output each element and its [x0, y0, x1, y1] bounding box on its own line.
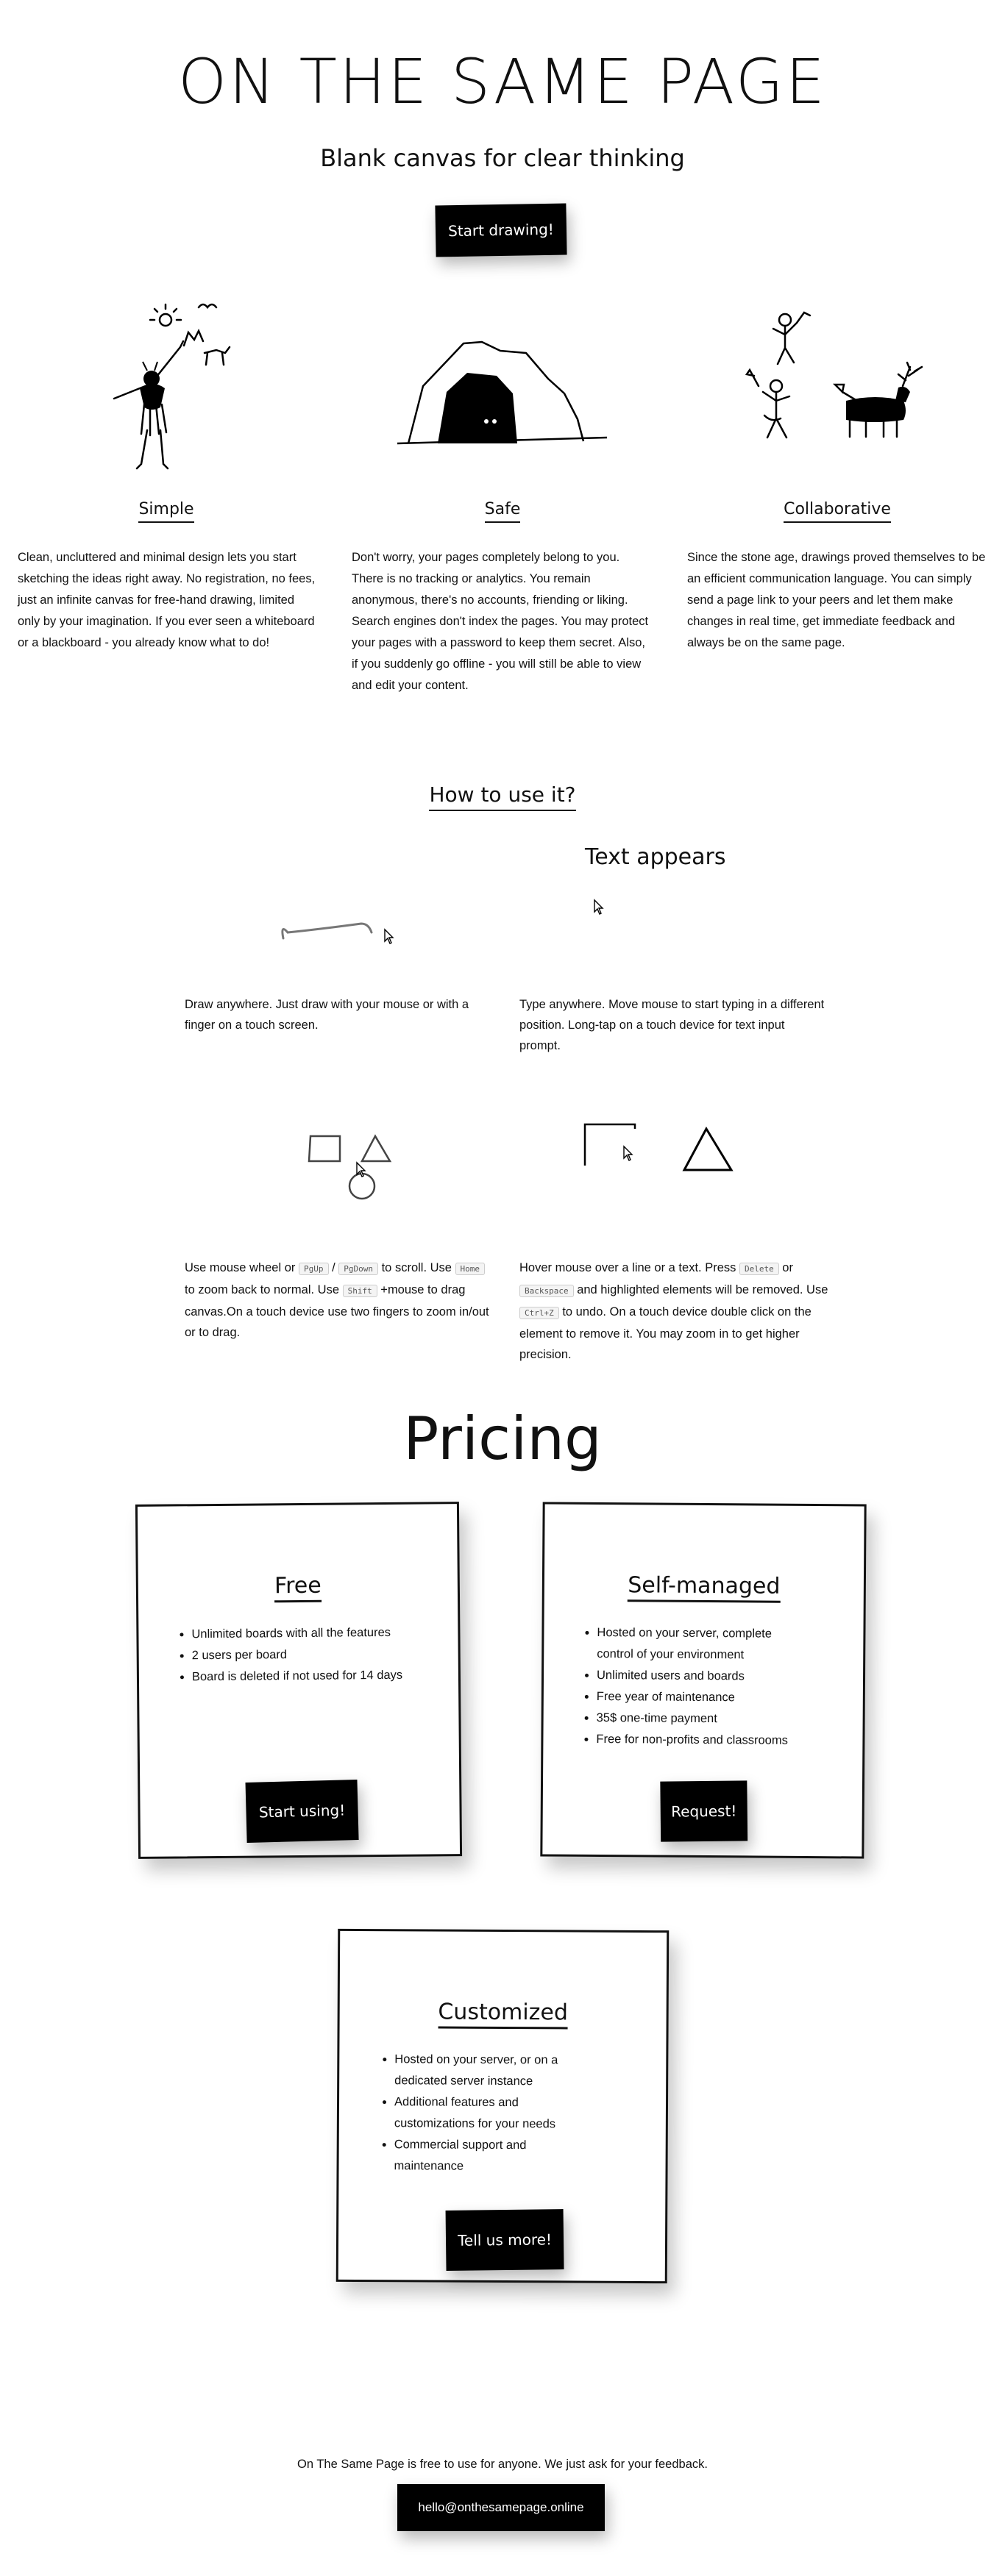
list-item: • Free year of maintenance	[597, 1686, 810, 1709]
feature-text-collaborative: Since the stone age, drawings proved themselves to be an efficient communication language. You can simply send a page link to your peers and let them make changes in real time, get immediate feedback and always be on the same page.	[687, 551, 986, 649]
shift-key: Shift	[343, 1285, 377, 1297]
list-item: • Board is deleted if not used for 14 days	[192, 1665, 405, 1688]
delete-demo-illustration	[581, 1121, 736, 1195]
request-button[interactable]: Request!	[660, 1780, 747, 1841]
list-item: • Unlimited users and boards	[597, 1665, 810, 1688]
feature-title-collaborative: Collaborative	[727, 500, 948, 518]
list-item: • Hosted on your server, or on a dedicated server instance	[394, 2049, 586, 2092]
pgdown-key: PgDown	[338, 1263, 378, 1275]
pricing-card-customized	[336, 1929, 670, 2283]
start-drawing-button[interactable]: Start drawing!	[435, 203, 567, 257]
howto-scroll-text: Use mouse wheel or PgUp / PgDown to scroll. Use Home to zoom back to normal. Use Shift +mouse to drag canvas.On a touch device use two fingers to zoom in/out or to drag.	[185, 1261, 489, 1339]
howto-type-text: Type anywhere. Move mouse to start typing in a different position. Long-tap on a touch device for text input prompt.	[519, 998, 825, 1052]
scroll-demo-illustration	[302, 1129, 412, 1210]
list-item: • Commercial support and maintenance	[394, 2134, 585, 2177]
howto-delete-text: Hover mouse over a line or a text. Press Delete or Backspace and highlighted elements will be removed. Use Ctrl+Z to undo. On a touch device double click on the element to remove it. You may zoom in to get higher precision.	[519, 1261, 828, 1361]
pricing-card-self-managed	[540, 1502, 866, 1858]
pricing-card-free	[135, 1502, 462, 1859]
page-title: ON THE SAME PAGE	[178, 46, 827, 118]
list-item: • Free for non-profits and classrooms	[596, 1729, 809, 1752]
start-using-button[interactable]: Start using!	[246, 1780, 359, 1843]
plan-features-customized	[379, 2049, 586, 2177]
home-key: Home	[455, 1263, 486, 1275]
list-item: • Unlimited boards with all the features	[191, 1622, 405, 1646]
feature-title-safe: Safe	[392, 500, 613, 518]
list-item: • 35$ one-time payment	[597, 1708, 810, 1730]
plan-name-free: Free	[138, 1571, 458, 1600]
tell-us-more-button[interactable]: Tell us more!	[446, 2209, 564, 2271]
pgup-key: PgUp	[299, 1263, 329, 1275]
caveman-illustration	[96, 294, 258, 478]
footer-text: On The Same Page is free to use for anyone. We just ask for your feedback.	[297, 2458, 708, 2471]
howto-draw-text: Draw anywhere. Just draw with your mouse or with a finger on a touch screen.	[185, 998, 469, 1032]
list-item: • Hosted on your server, complete control of your environment	[597, 1622, 810, 1666]
howto-title: How to use it?	[392, 782, 613, 807]
backspace-key: Backspace	[519, 1285, 574, 1297]
list-item: • Additional features and customizations for your needs	[394, 2091, 586, 2135]
draw-demo-illustration	[272, 905, 405, 956]
delete-key: Delete	[739, 1263, 779, 1275]
plan-name-customized: Customized	[340, 1999, 667, 2026]
list-item: • 2 users per board	[192, 1644, 405, 1667]
demo-cursor-icon	[592, 899, 607, 916]
feature-text-safe: Don't worry, your pages completely belong to you. There is no tracking or analytics. You remain anonymous, there's no accounts, friending or liking. Search engines don't index the pages. You may protect your pages with a password to keep them secret. Also, if you suddenly go offline - you will still be able to view and edit your content.	[352, 551, 649, 692]
plan-features-free	[177, 1622, 405, 1688]
page-subtitle: Blank canvas for clear thinking	[320, 144, 685, 172]
plan-features-self-managed	[581, 1622, 810, 1752]
plan-name-self-managed: Self-managed	[544, 1571, 864, 1599]
contact-email-button[interactable]: hello@onthesamepage.online	[397, 2484, 605, 2531]
cave-illustration	[394, 335, 614, 452]
ctrl-z-key: Ctrl+Z	[519, 1307, 559, 1319]
hunters-illustration	[732, 305, 931, 452]
feature-title-simple: Simple	[56, 500, 277, 518]
demo-typed-text: Text appears	[585, 844, 726, 870]
feature-text-simple: Clean, uncluttered and minimal design lets you start sketching the ideas right away. No registration, no fees, just an infinite canvas for free-hand drawing, limited only by your imagination. If you ever seen a whiteboard or a blackboard - you already know what to do!	[18, 551, 316, 649]
pricing-title: Pricing	[403, 1405, 602, 1473]
